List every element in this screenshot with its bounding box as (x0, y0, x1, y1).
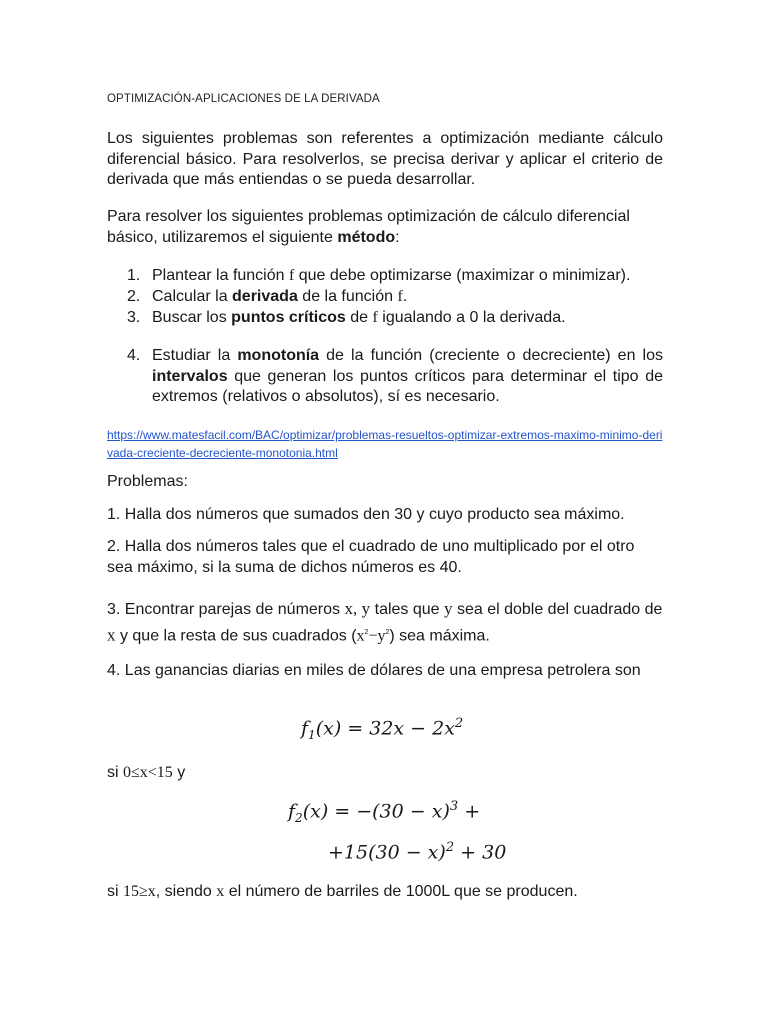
step-text: Calcular la (152, 288, 233, 305)
equation-body: +15(30 − x) (328, 841, 446, 864)
step-bold: intervalos (152, 367, 228, 385)
equation-body: + 30 (454, 841, 507, 864)
function-symbol: f (288, 267, 295, 284)
step-number: 4. (127, 347, 141, 364)
function-symbol: f (372, 309, 378, 326)
problems-heading: Problemas: (107, 473, 188, 490)
step-number: 3. (127, 309, 141, 326)
problem-2: 2. Halla dos números tales que el cuadrado de uno multiplicado por el otro sea máximo, si la suma de dichos números es 40. (107, 538, 635, 576)
equation-body: + (458, 800, 481, 823)
step-text: que debe optimizarse (maximizar o minimizar). (294, 267, 631, 284)
condition-1 (107, 763, 663, 784)
minus-sign: − (368, 626, 378, 644)
condition-2 (107, 882, 663, 903)
step-text: igualando a 0 la derivada. (377, 309, 566, 326)
variable-x: x (216, 883, 225, 900)
step-text: Plantear la función (152, 267, 289, 284)
step-number: 1. (127, 267, 141, 284)
page-title: OPTIMIZACIÓN-APLICACIONES DE LA DERIVADA (107, 93, 380, 105)
subscript: 2 (295, 811, 303, 826)
subscript: 1 (308, 728, 316, 743)
equation-f2-line2 (328, 840, 506, 863)
step-number: 2. (127, 288, 141, 305)
equation-f2-line1 (288, 799, 480, 825)
inequality: 0≤x<15 (123, 764, 173, 781)
step-bold: monotonía (237, 347, 320, 364)
function-symbol: f (301, 717, 309, 740)
variable-x: x (107, 624, 116, 644)
step-text: que generan los puntos críticos para determinar el tipo de extremos (relativos o absolutos), sí es necesario. (152, 367, 663, 405)
variable-x: x (356, 626, 365, 644)
method-paragraph (107, 207, 663, 248)
condition-text: si (107, 883, 123, 900)
function-symbol: f (397, 288, 403, 305)
variable-x: x, (344, 599, 358, 618)
condition-text: si (107, 764, 123, 781)
condition-text: y (172, 764, 186, 781)
step-bold: puntos críticos (231, 309, 346, 326)
condition-text: , siendo (155, 883, 217, 900)
problem-text: ) sea máxima. (389, 626, 490, 644)
equation-f1 (301, 716, 463, 742)
step-text: de (345, 309, 373, 326)
inequality: 15≥x (123, 883, 156, 900)
problem-text: 3. Encontrar parejas de números (107, 601, 345, 618)
variable-y: y (444, 599, 453, 618)
method-bold: método (337, 228, 396, 246)
problem-text: sea el doble del cuadrado de (452, 601, 663, 618)
step-bold: derivada (232, 288, 298, 305)
condition-text: el número de barriles de 1000L que se producen. (224, 883, 578, 900)
step-text: Estudiar la (152, 347, 238, 364)
exponent: 2 (454, 716, 464, 731)
step-text: de la función (297, 288, 398, 305)
problem-1: 1. Halla dos números que sumados den 30 y cuyo producto sea máximo. (107, 506, 625, 523)
step-text: Buscar los (152, 309, 232, 326)
problem-4: 4. Las ganancias diarias en miles de dólares de una empresa petrolera son (107, 662, 641, 679)
variable-y: y (377, 626, 386, 644)
problem-3 (107, 598, 663, 647)
exponent: 2 (445, 840, 455, 855)
equation-body: (x) = 32x − 2x (315, 717, 455, 740)
reference-link[interactable]: https://www.matesfacil.com/BAC/optimizar/problemas-resueltos-optimizar-extremos-maximo-minimo-derivada-creciente-decreciente-monotonia.html (107, 428, 663, 460)
step-text: de la función (creciente o decreciente) en los (319, 347, 663, 364)
problem-text: tales que (370, 601, 444, 618)
exponent: 2 (385, 628, 390, 636)
variable-y: y (361, 599, 371, 618)
exponent: 3 (449, 799, 459, 814)
intro-paragraph: Los siguientes problemas son referentes a optimización mediante cálculo diferencial básico. Para resolverlos, se precisa derivar y aplicar el criterio de derivada que más entiendas o se pueda desarrollar. (107, 130, 663, 188)
step-text: . (402, 288, 408, 305)
equation-body: (x) = −(30 − x) (302, 800, 450, 823)
function-symbol: f (288, 800, 296, 823)
method-text: Para resolver los siguientes problemas optimización de cálculo diferencial básico, utilizaremos el siguiente (107, 208, 630, 246)
method-colon: : (395, 228, 400, 246)
exponent: 2 (364, 628, 369, 636)
problem-text: y que la resta de sus cuadrados ( (115, 626, 357, 644)
